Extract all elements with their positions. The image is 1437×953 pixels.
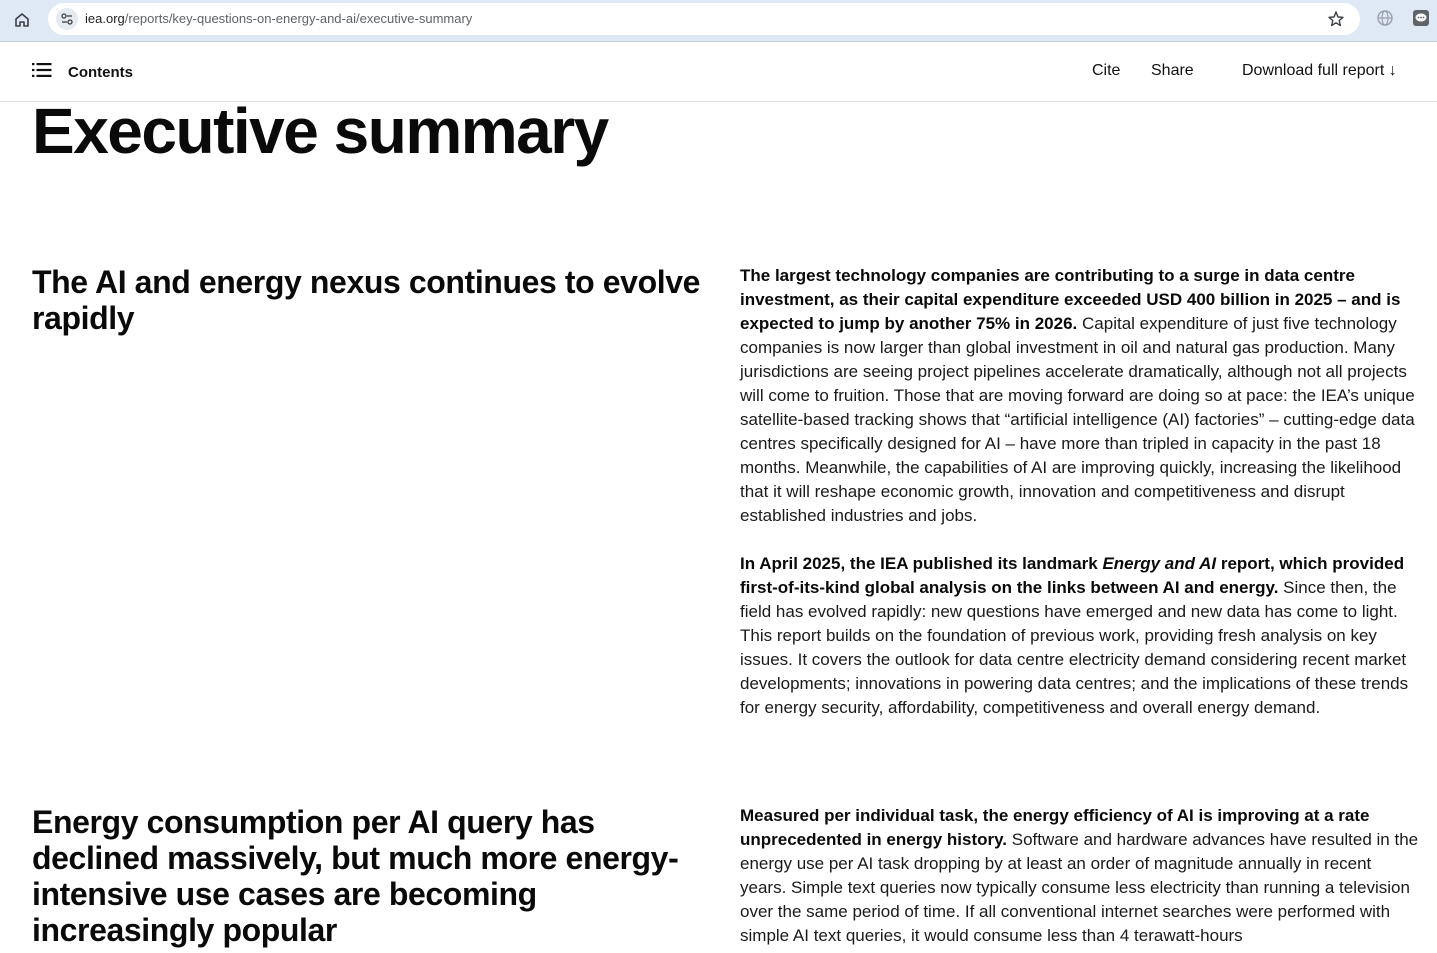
globe-extension-icon[interactable]	[1376, 9, 1394, 27]
paragraph-text: Software and hardware advances have resulted in the energy use per AI task dropping by at least an order of magnitude annually in recent years. Simple text queries now typically consume less electricity than running a television over the same period of time. If all conventional internet searches were performed with simple AI text queries, it would consume less than 4 terawatt-hours	[740, 830, 1419, 945]
chat-extension-icon[interactable]	[1412, 9, 1430, 27]
url-text[interactable]	[85, 11, 472, 26]
contents-button[interactable]	[32, 60, 133, 84]
home-icon[interactable]	[10, 8, 34, 32]
section-heading: The AI and energy nexus continues to evolve rapidly	[32, 264, 701, 336]
browser-toolbar	[0, 0, 1437, 42]
lead-before: In April 2025, the IEA published its landmark	[740, 554, 1103, 573]
share-button[interactable]: Share	[1151, 62, 1194, 79]
paragraph-text: Since then, the field has evolved rapidly: new questions have emerged and new data has come to light. This report builds on the foundation of previous work, providing fresh analysis on key issues. It covers the outlook for data centre electricity demand considering recent market developments; innovations in powering data centres; and the implications of these trends for energy security, affordability, competitiveness and overall energy demand.	[740, 578, 1409, 717]
lead-after: report, which provided first-of-its-kind global analysis on the links between AI and energy.	[740, 554, 1405, 597]
site-info-icon[interactable]	[56, 8, 78, 30]
paragraph-text: Capital expenditure of just five technology companies is now larger than global investment in oil and natural gas production. Many jurisdictions are seeing project pipelines accelerate dramatically, although not all projects will come to fruition. Those that are moving forward are doing so at pace: the IEA’s unique satellite-based tracking shows that “artificial intelligence (AI) factories” – cutting-edge data centres specifically designed for AI – have more than tripled in capacity in the past 18 months. Meanwhile, the capabilities of AI are improving quickly, increasing the likelihood that it will reshape economic growth, innovation and competitiveness and disrupt established industries and jobs.	[740, 314, 1415, 525]
body-paragraph	[740, 552, 1420, 720]
report-title-italic: Energy and AI	[1102, 554, 1217, 573]
body-paragraph	[740, 264, 1420, 528]
menu-list-icon	[32, 63, 52, 82]
site-header	[0, 42, 1437, 102]
cite-button[interactable]: Cite	[1092, 62, 1121, 79]
download-full-report-button[interactable]: Download full report ↓	[1242, 62, 1397, 79]
section-heading: Energy consumption per AI query has declined massively, but much more energy-intensive use cases are becoming increasingly popular	[32, 804, 679, 948]
url-path: /reports/key-questions-on-energy-and-ai/executive-summary	[124, 11, 473, 26]
address-bar[interactable]	[48, 3, 1360, 35]
body-paragraph	[740, 804, 1420, 948]
page-title: Executive summary	[32, 95, 608, 167]
paragraph-lead: Measured per individual task, the energy efficiency of AI is improving at a rate unprecedented in energy history.	[740, 806, 1370, 849]
url-host: iea.org	[85, 11, 125, 26]
contents-label: Contents	[68, 63, 133, 81]
bookmark-star-icon[interactable]	[1326, 9, 1346, 29]
paragraph-lead: The largest technology companies are contributing to a surge in data centre investment, as their capital expenditure exceeded USD 400 billion in 2025 – and is expected to jump by another 75% in 2026.	[740, 266, 1401, 333]
